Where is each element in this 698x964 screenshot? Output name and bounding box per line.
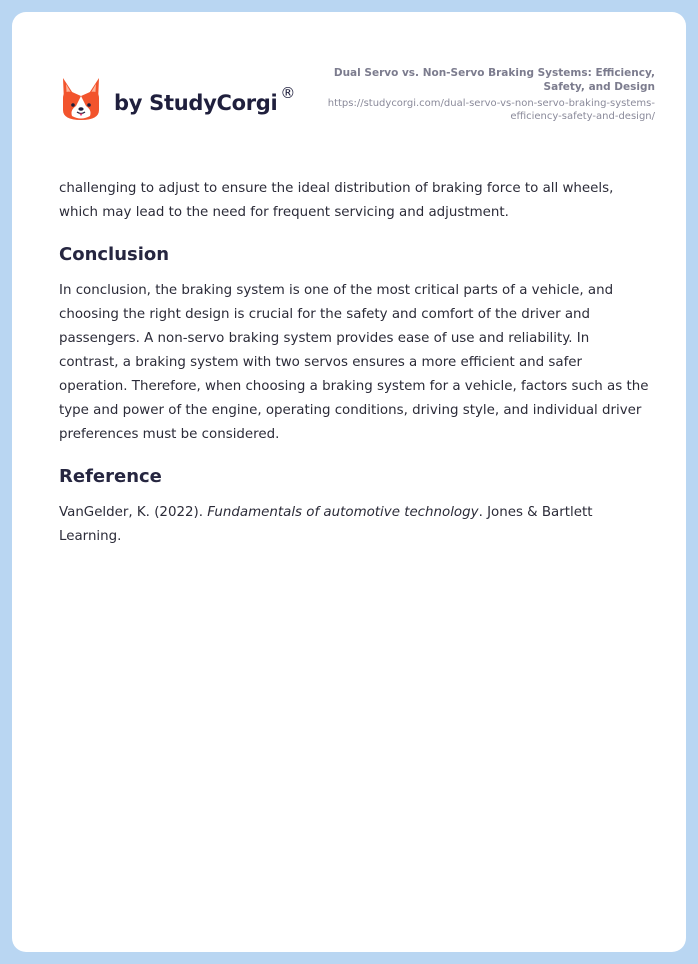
- reference-entry: [59, 501, 649, 549]
- document-meta: [315, 66, 655, 123]
- reference-title: Fundamentals of automotive technology: [207, 505, 479, 520]
- brand-name: by StudyCorgi ®: [114, 84, 296, 115]
- document-title: Dual Servo vs. Non-Servo Braking Systems: Efficiency, Safety, and Design: [333, 67, 655, 93]
- intro-paragraph: challenging to adjust to ensure the ideal distribution of braking force to all wheels, which may lead to the need for frequent servicing and adjustment.: [59, 181, 614, 220]
- studycorgi-logo[interactable]: [60, 76, 295, 122]
- reference-heading: Reference: [59, 466, 162, 487]
- conclusion-heading: Conclusion: [59, 244, 170, 265]
- reference-authors-year: VanGelder, K. (2022).: [59, 505, 208, 520]
- conclusion-paragraph: In conclusion, the braking system is one of the most critical parts of a vehicle, and choosing the right design is crucial for the safety and comfort of the driver and passengers. A non-servo braking system provides ease of use and reliability. In contrast, a braking system with two servos ensures a more efficient and safer operation. Therefore, when choosing a braking system for a vehicle, factors such as the type and power of the engine, operating conditions, driving style, and individual driver preferences must be considered.: [59, 283, 649, 442]
- document-body: [59, 177, 649, 549]
- registered-mark: ®: [280, 84, 296, 102]
- reference-publisher: . Jones & Bartlett Learning.: [59, 505, 593, 544]
- document-url[interactable]: https://studycorgi.com/dual-servo-vs-non-servo-braking-systems-efficiency-safety-and-design/: [327, 98, 655, 122]
- corgi-logo-icon: [60, 76, 102, 122]
- document-page: [12, 12, 686, 952]
